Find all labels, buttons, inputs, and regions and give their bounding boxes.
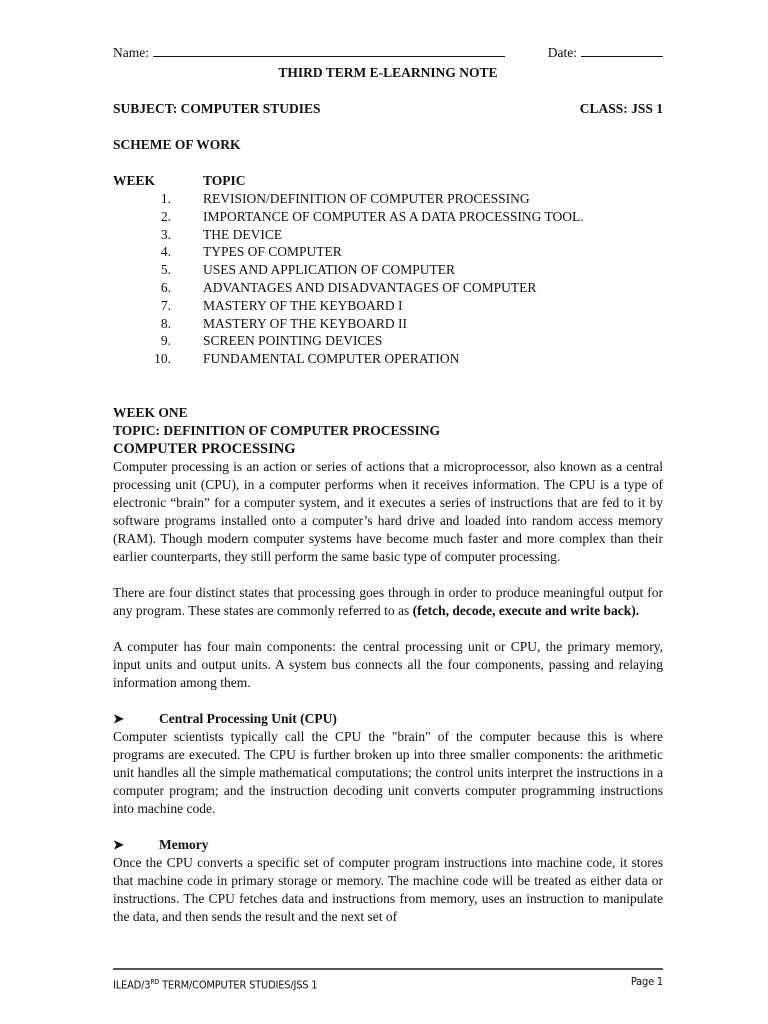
- scheme-row: [113, 226, 663, 244]
- document-title: THIRD TERM E-LEARNING NOTE: [278, 65, 498, 80]
- arrow-bullet-icon: ➤: [113, 836, 124, 852]
- date-label: Date:: [547, 45, 577, 60]
- name-field: [113, 44, 505, 62]
- week-number: 8.: [160, 315, 171, 331]
- week-number: 1.: [160, 191, 171, 206]
- week-number: 3.: [160, 226, 171, 242]
- scheme-table-header: [113, 172, 663, 190]
- subject-label: SUBJECT: COMPUTER STUDIES: [113, 101, 321, 116]
- subject-class-row: [113, 100, 663, 118]
- bullet-cpu: [113, 710, 663, 728]
- paragraph-states-bold: (fetch, decode, execute and write back).: [412, 602, 640, 618]
- paragraph-components: A computer has four main components: the central processing unit or CPU, the primary memory, input units and output units. A system bus connects all the four components, passing and relaying information among them.: [113, 638, 663, 690]
- page-number: Page 1: [630, 975, 663, 988]
- scheme-row: [113, 243, 663, 261]
- week-number: 9.: [160, 333, 171, 349]
- week-number: 7.: [160, 297, 171, 313]
- bullet-memory-label: Memory: [159, 836, 209, 852]
- name-blank-line: [153, 44, 505, 57]
- class-label: CLASS: JSS 1: [579, 101, 663, 116]
- week-one-topic: TOPIC: DEFINITION OF COMPUTER PROCESSING: [113, 422, 441, 438]
- name-label: Name:: [113, 45, 149, 60]
- scheme-row: [113, 190, 663, 208]
- week-topic: MASTERY OF THE KEYBOARD I: [203, 297, 403, 313]
- paragraph-states-text: There are four distinct states that processing goes through in order to produce meaningful output for any program. These states are commonly referred to as: [113, 584, 663, 618]
- scheme-row: [113, 297, 663, 315]
- week-topic: TYPES OF COMPUTER: [203, 244, 342, 260]
- footer-left-a: ILEAD/3: [113, 978, 151, 992]
- week-topic: ADVANTAGES AND DISADVANTAGES OF COMPUTER: [203, 279, 537, 295]
- week-topic: THE DEVICE: [203, 226, 283, 242]
- week-column-header: WEEK: [113, 173, 156, 188]
- page-footer: [113, 968, 663, 995]
- scheme-row: [113, 208, 663, 226]
- week-number: 5.: [160, 262, 171, 278]
- week-topic: SCREEN POINTING DEVICES: [203, 333, 383, 349]
- scheme-row: [113, 350, 663, 368]
- week-number: 6.: [160, 279, 171, 295]
- date-blank-line: [581, 44, 663, 57]
- week-number: 2.: [160, 208, 171, 224]
- date-field: [548, 44, 663, 62]
- bullet-cpu-label: Central Processing Unit (CPU): [159, 710, 337, 726]
- paragraph-definition: Computer processing is an action or series of actions that a microprocessor, also known as a central processing unit (CPU), in a computer performs when it receives information. The CPU is a type of electronic “brain” for a computer system, and it executes a series of instructions that are fed to it by software programs installed onto a computer’s hard drive and loaded into random access memory (RAM). Though modern computer systems have become much faster and more complex than their earlier counterparts, they still perform the same basic type of computer processing.: [113, 458, 663, 564]
- section-heading: COMPUTER PROCESSING: [113, 440, 296, 457]
- footer-left: [113, 973, 317, 995]
- week-topic: MASTERY OF THE KEYBOARD II: [203, 315, 408, 331]
- name-date-row: [113, 44, 663, 62]
- scheme-row: [113, 279, 663, 297]
- week-number: 4.: [160, 244, 171, 260]
- week-number: 10.: [154, 351, 171, 367]
- week-topic: FUNDAMENTAL COMPUTER OPERATION: [203, 351, 460, 367]
- scheme-row: [113, 332, 663, 350]
- scheme-table: [113, 172, 663, 368]
- scheme-row: [113, 261, 663, 279]
- paragraph-memory: Once the CPU converts a specific set of computer program instructions into machine code, it stores that machine code in primary storage or memory. The machine code will be treated as either data or instructions. The CPU fetches data and instructions from memory, uses an instruction to manipulate the data, and then sends the result and the next set of: [113, 854, 663, 924]
- bullet-memory: [113, 836, 663, 854]
- footer-superscript: RD: [150, 978, 160, 986]
- footer-left-b: TERM/COMPUTER STUDIES/JSS 1: [159, 978, 318, 992]
- week-one-heading: WEEK ONE: [113, 404, 188, 420]
- paragraph-states: [113, 584, 663, 620]
- week-topic: REVISION/DEFINITION OF COMPUTER PROCESSING: [203, 191, 530, 206]
- arrow-bullet-icon: ➤: [113, 710, 124, 726]
- week-topic: IMPORTANCE OF COMPUTER AS A DATA PROCESSING TOOL.: [203, 208, 584, 224]
- week-topic: USES AND APPLICATION OF COMPUTER: [203, 262, 456, 278]
- paragraph-cpu: Computer scientists typically call the CPU the "brain" of the computer because this is where programs are executed. The CPU is further broken up into three smaller components: the arithmetic unit handles all the simple mathematical computations; the control units interpret the instructions in a computer program; and the instruction decoding unit converts computer programming instructions into machine code.: [113, 728, 663, 816]
- scheme-heading: SCHEME OF WORK: [113, 137, 241, 152]
- topic-column-header: TOPIC: [203, 173, 246, 188]
- document-page: [113, 44, 663, 926]
- scheme-row: [113, 315, 663, 333]
